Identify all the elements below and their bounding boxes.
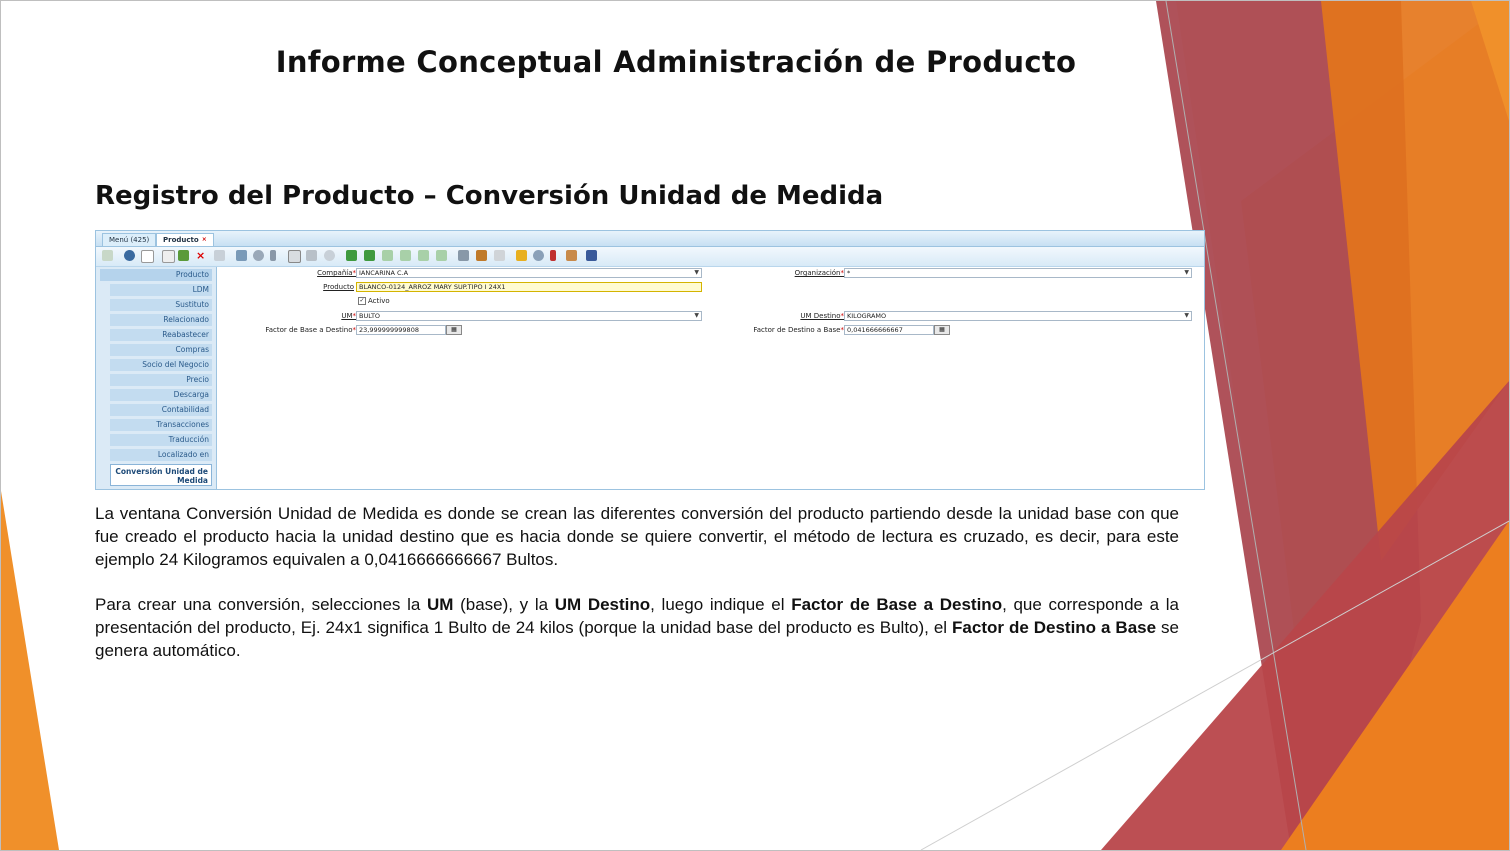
bold-um: UM: [426, 595, 454, 614]
chat-icon[interactable]: [288, 250, 301, 263]
bold-um-destino: UM Destino: [554, 595, 651, 614]
activo-label: Activo: [368, 297, 390, 305]
sidebar-item-ldm[interactable]: LDM: [110, 284, 212, 296]
zoom-icon[interactable]: [533, 250, 544, 261]
producto-label: Producto: [323, 283, 354, 291]
producto-field[interactable]: [356, 282, 702, 292]
tab-producto[interactable]: [156, 233, 214, 246]
workflow-icon[interactable]: [550, 250, 556, 261]
um-field[interactable]: [356, 311, 702, 321]
lock-icon[interactable]: [516, 250, 527, 261]
first-icon[interactable]: [382, 250, 393, 261]
um-value: BULTO: [359, 312, 381, 320]
app-screenshot: [95, 230, 1205, 490]
factor-base-value: 23,999999999808: [359, 326, 419, 334]
paragraph-2: Para crear una conversión, selecciones la UM (base), y la UM Destino, luego indique el Factor de Base a Destino, que corresponde a la presentación del producto, Ej. 24x1 significa 1 Bulto de 24 kilos (porque la unidad base del producto es Bulto), el Factor de Destino a Base se genera automático.: [95, 595, 1180, 660]
sidebar-item-precio[interactable]: Precio: [110, 374, 212, 386]
next-icon[interactable]: [364, 250, 375, 261]
sidebar-item-reabastecer[interactable]: Reabastecer: [110, 329, 212, 341]
sidebar-item-compras[interactable]: Compras: [110, 344, 212, 356]
um-destino-value: KILOGRAMO: [847, 312, 887, 320]
factor-destino-label: Factor de Destino a Base*: [753, 326, 844, 334]
close-icon[interactable]: ×: [201, 236, 207, 243]
print-preview-icon[interactable]: [214, 250, 225, 261]
up-icon[interactable]: [400, 250, 411, 261]
sidebar-item-relacionado[interactable]: Relacionado: [110, 314, 212, 326]
process-icon[interactable]: [566, 250, 577, 261]
compania-field[interactable]: [356, 268, 702, 278]
attachment-icon[interactable]: [270, 250, 276, 261]
sidebar-item-producto[interactable]: Producto: [100, 269, 212, 281]
organizacion-label: Organización*: [794, 269, 844, 277]
toolbar: [96, 247, 1204, 267]
chevron-down-icon[interactable]: ▼: [1184, 312, 1189, 319]
tab-bar: [96, 231, 1204, 247]
factor-destino-field[interactable]: [844, 325, 934, 335]
clock-icon[interactable]: [324, 250, 335, 261]
help-icon[interactable]: [124, 250, 135, 261]
compania-value: IANCARINA C.A: [359, 269, 409, 277]
bold-factor-destino: Factor de Destino a Base: [952, 618, 1157, 637]
down-icon[interactable]: [418, 250, 429, 261]
refresh-icon[interactable]: [236, 250, 247, 261]
slide-title: Informe Conceptual Administración de Producto: [275, 45, 1077, 79]
delete-icon[interactable]: ×: [196, 249, 206, 262]
sidebar-item-contabilidad[interactable]: Contabilidad: [110, 404, 212, 416]
bold-factor-base: Factor de Base a Destino: [791, 595, 1003, 614]
activo-checkbox[interactable]: [358, 297, 390, 305]
sidebar-item-descarga[interactable]: Descarga: [110, 389, 212, 401]
calculator-icon[interactable]: ▦: [934, 325, 950, 335]
window-icon[interactable]: [586, 250, 597, 261]
organizacion-field[interactable]: [844, 268, 1192, 278]
sidebar-item-traduccion[interactable]: Traducción: [110, 434, 212, 446]
factor-base-label: Factor de Base a Destino*: [265, 326, 356, 334]
report-icon[interactable]: [458, 250, 469, 261]
left-orange-shape: [1, 491, 59, 850]
sidebar-item-conversion-um[interactable]: Conversión Unidad de Medida: [110, 464, 212, 486]
sidebar-item-transacciones[interactable]: Transacciones: [110, 419, 212, 431]
sidebar: [96, 267, 217, 489]
um-destino-label: UM Destino*: [800, 312, 844, 320]
tab-label: Menú (425): [109, 236, 150, 244]
producto-value: BLANCO-0124_ARROZ MARY SUP.TIPO I 24X1: [359, 283, 506, 291]
history-icon[interactable]: [306, 250, 317, 261]
last-icon[interactable]: [436, 250, 447, 261]
um-destino-field[interactable]: [844, 311, 1192, 321]
tab-menu[interactable]: [102, 233, 156, 246]
chevron-down-icon[interactable]: ▼: [694, 312, 699, 319]
organizacion-value: *: [847, 269, 851, 277]
factor-base-field[interactable]: [356, 325, 446, 335]
tab-label: Producto: [163, 236, 199, 244]
sidebar-item-localizado[interactable]: Localizado en: [110, 449, 212, 461]
slide-subtitle: Registro del Producto – Conversión Unidad de Medida: [95, 181, 884, 211]
previous-icon[interactable]: [346, 250, 357, 261]
save-icon[interactable]: [178, 250, 189, 261]
new-icon[interactable]: [141, 250, 154, 263]
sidebar-item-sustituto[interactable]: Sustituto: [110, 299, 212, 311]
search-icon[interactable]: [253, 250, 264, 261]
um-label: UM*: [341, 312, 356, 320]
chevron-down-icon[interactable]: ▼: [694, 269, 699, 276]
copy-icon[interactable]: [162, 250, 175, 263]
archive-icon[interactable]: [476, 250, 487, 261]
chevron-down-icon[interactable]: ▼: [1184, 269, 1189, 276]
check-icon: ✓: [359, 297, 365, 304]
sidebar-item-socio-negocio[interactable]: Socio del Negocio: [110, 359, 212, 371]
factor-destino-value: 0,041666666667: [847, 326, 903, 334]
calculator-icon[interactable]: ▦: [446, 325, 462, 335]
compania-label: Compañía*: [317, 269, 356, 277]
undo-icon[interactable]: [102, 250, 113, 261]
paragraph-1: La ventana Conversión Unidad de Medida es donde se crean las diferentes conversión del producto partiendo desde la unidad base con que fue creado el producto hacia la unidad destino que es hacia donde se quiere convertir, el método de lectura es cruzado, es decir, para este ejemplo 24 Kilogramos equivalen a 0,0416666666667 Bultos.: [95, 504, 1179, 569]
print-icon[interactable]: [494, 250, 505, 261]
